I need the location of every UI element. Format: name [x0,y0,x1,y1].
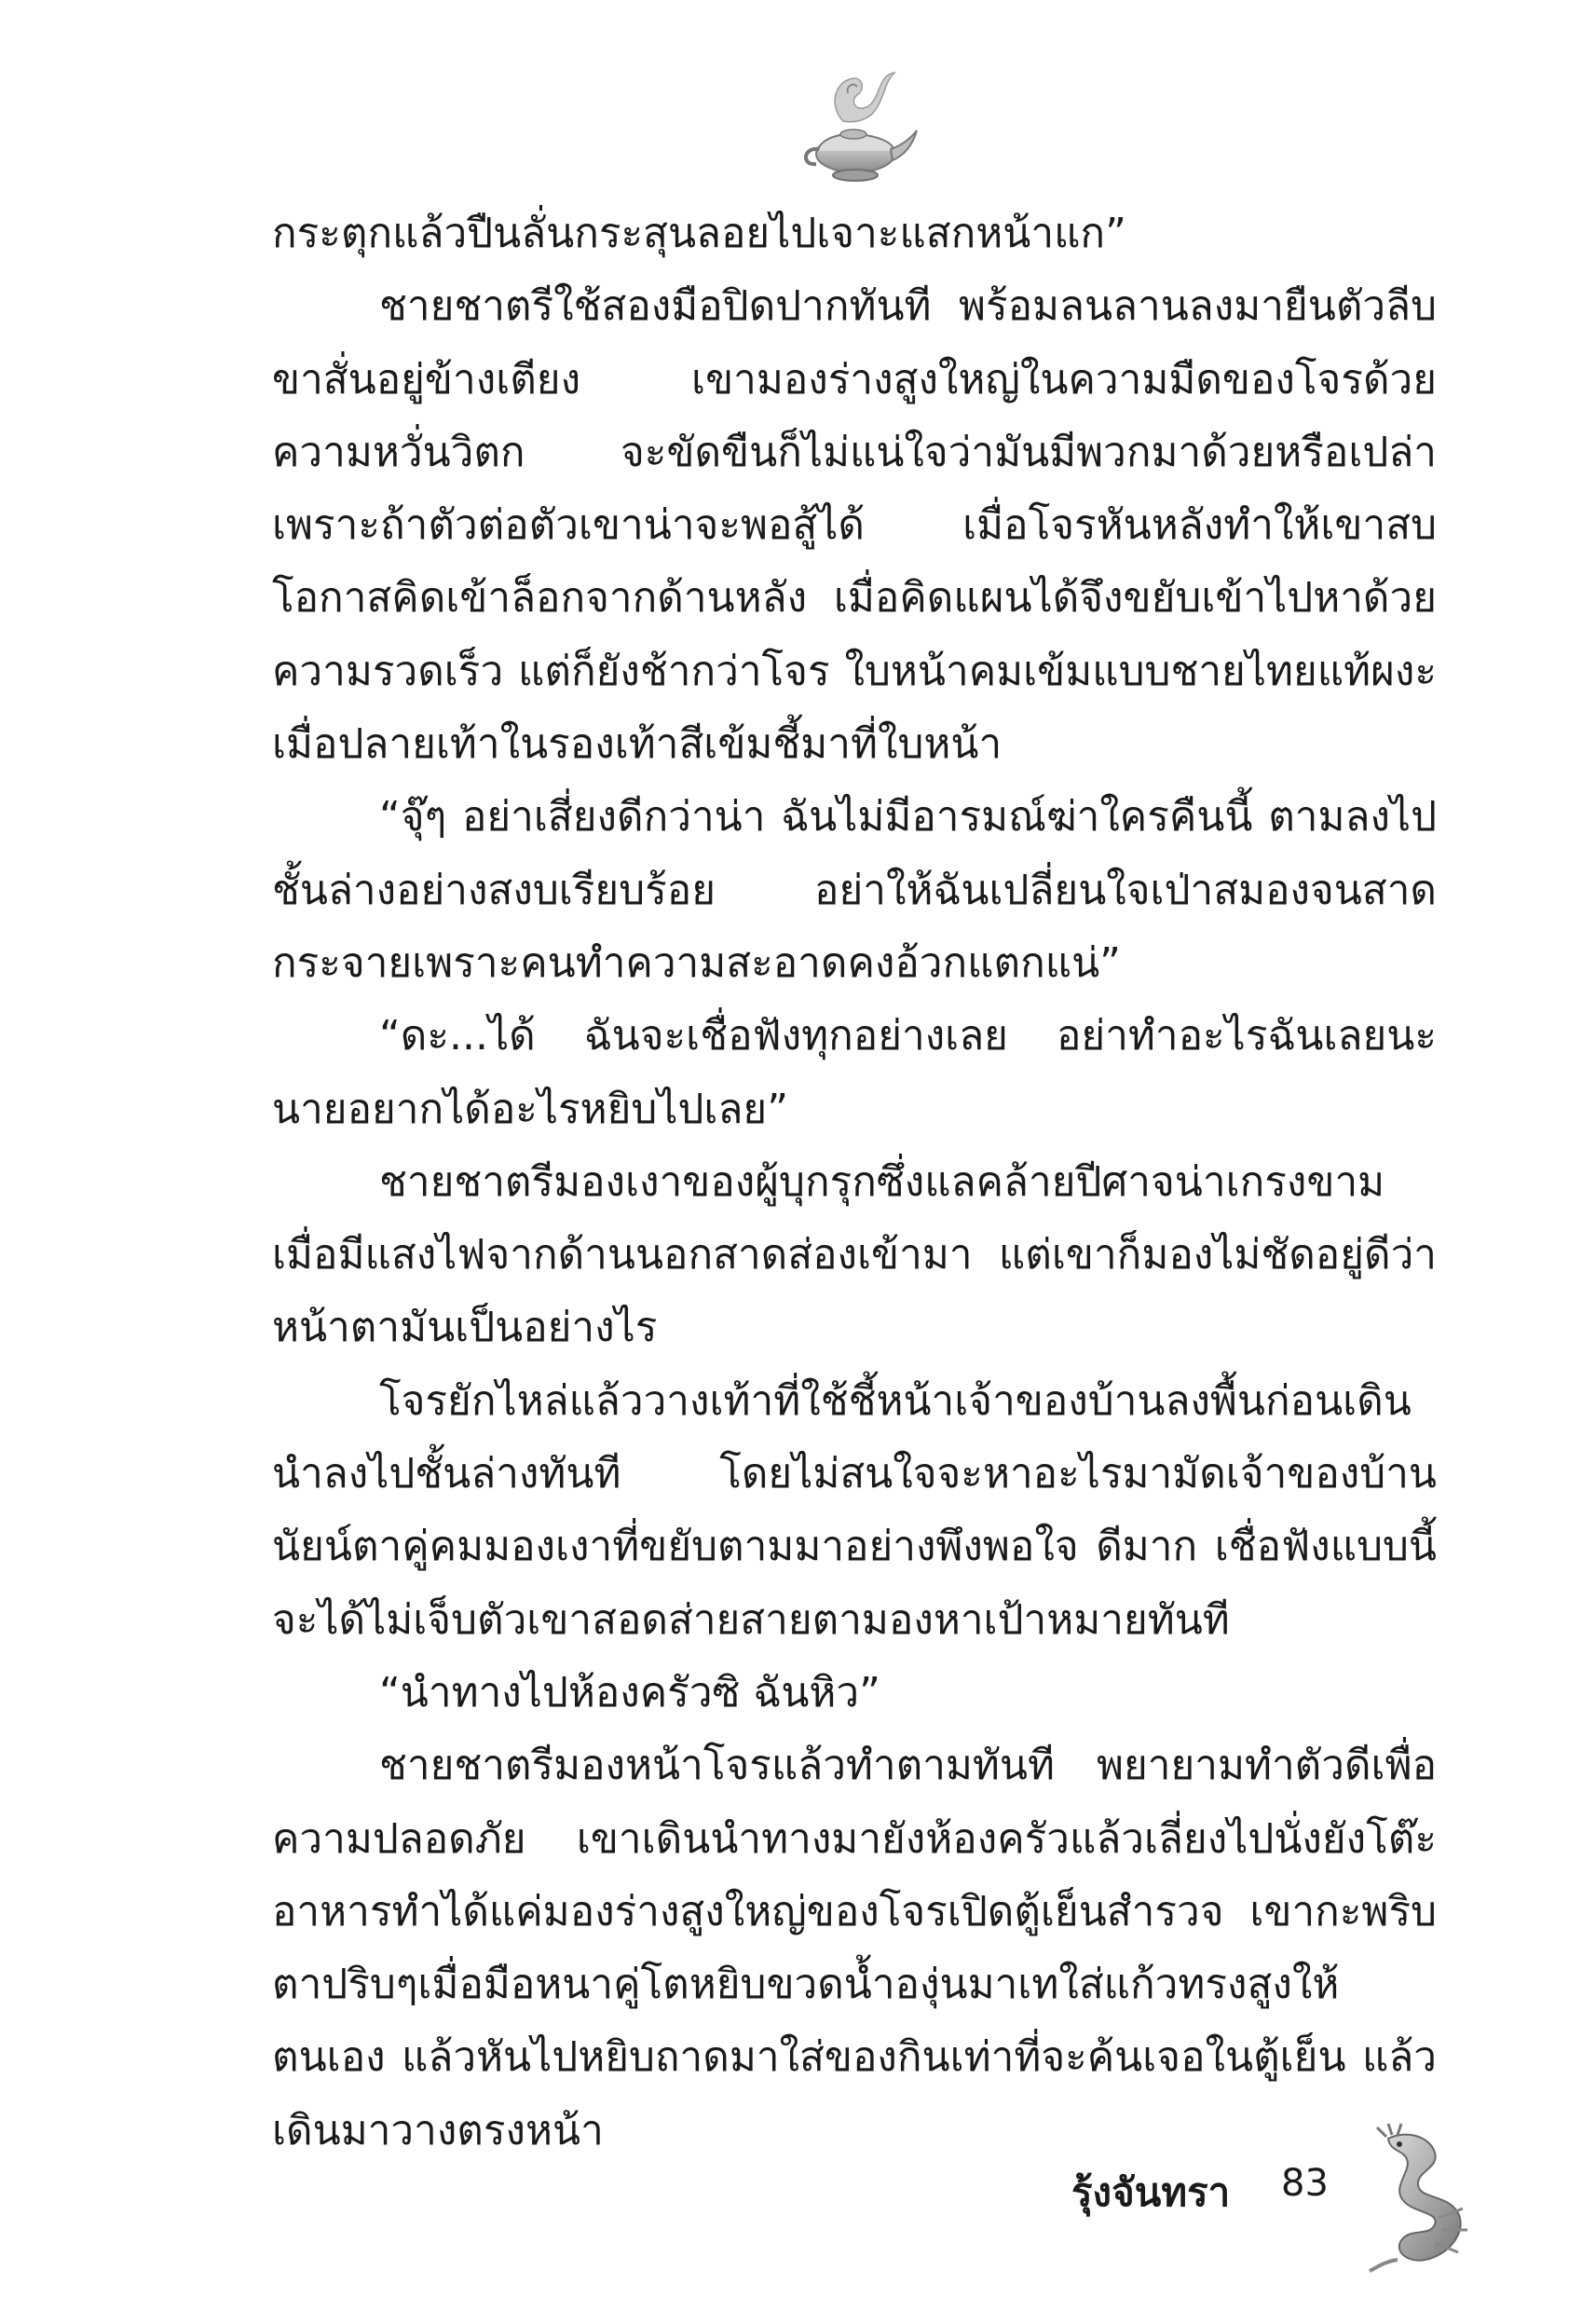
paragraph: โจรยักไหล่แล้ววางเท้าที่ใช้ชี้หน้าเจ้าของบ้านลงพื้นก่อนเดินนำลงไปชั้นล่างทันที โดยไม่สนใจจะหาอะไรมามัดเจ้าของบ้าน นัยน์ตาคู่คมมองเงาที่ขยับตามมาอย่างพึงพอใจ ดีมาก เชื่อฟังแบบนี้จะได้ไม่เจ็บตัวเขาสอดส่ายสายตามองหาเป้าหมายทันที [272,1376,1437,1644]
genie-lamp-icon [792,56,922,196]
book-title: รุ้งจันทรา [1071,2169,1231,2215]
body-text [272,198,1437,2154]
page-number: 83 [1281,2162,1329,2205]
paragraph: กระตุกแล้วปืนลั่นกระสุนลอยไปเจาะแสกหน้าแก” [272,210,1126,257]
paragraph: ชายชาตรีมองหน้าโจรแล้วทำตามทันที พยายามทำตัวดีเพื่อความปลอดภัย เขาเดินนำทางมายังห้องครัวแล้วเลี่ยงไปนั่งยังโต๊ะอาหารทำได้แค่มองร่างสูงใหญ่ของโจรเปิดตู้เย็นสำรวจ เขากะพริบตาปริบๆเมื่อมือหนาคู่โตหยิบขวดน้ำองุ่นมาเทใส่แก้วทรงสูงให้ตนเอง แล้วหันไปหยิบถาดมาใส่ของกินเท่าที่จะค้นเจอในตู้เย็น แล้วเดินมาวางตรงหน้า [272,1742,1437,2154]
page-footer [1071,2120,1481,2278]
paragraph: ชายชาตรีใช้สองมือปิดปากทันที พร้อมลนลานลงมายืนตัวลีบขาสั่นอยู่ข้างเตียง เขามองร่างสูงใหญ่ในความมืดของโจรด้วยความหวั่นวิตก จะขัดขืนก็ไม่แน่ใจว่ามันมีพวกมาด้วยหรือเปล่า เพราะถ้าตัวต่อตัวเขาน่าจะพอสู้ได้ เมื่อโจรหันหลังทำให้เขาสบโอกาสคิดเข้าล็อกจากด้านหลัง เมื่อคิดแผนได้จึงขยับเข้าไปหาด้วยความรวดเร็ว แต่ก็ยังช้ากว่าโจร ใบหน้าคมเข้มแบบชายไทยแท้ผงะเมื่อปลายเท้าในรองเท้าสีเข้มชี้มาที่ใบหน้า [272,282,1437,769]
dragon-ornament-icon [1360,2120,1481,2274]
paragraph: “ดะ...ได้ ฉันจะเชื่อฟังทุกอย่างเลย อย่าทำอะไรฉันเลยนะ นายอยากได้อะไรหยิบไปเลย” [272,1012,1437,1133]
paragraph: “จุ๊ๆ อย่าเสี่ยงดีกว่าน่า ฉันไม่มีอารมณ์ฆ่าใครคืนนี้ ตามลงไปชั้นล่างอย่างสงบเรียบร้อย อย่าให้ฉันเปลี่ยนใจเป่าสมองจนสาดกระจายเพราะคนทำความสะอาดคงอ้วกแตกแน่” [272,793,1437,987]
paragraph: ชายชาตรีมองเงาของผู้บุกรุกซึ่งแลคล้ายปีศาจน่าเกรงขามเมื่อมีแสงไฟจากด้านนอกสาดส่องเข้ามา แต่เขาก็มองไม่ชัดอยู่ดีว่าหน้าตามันเป็นอย่างไร [272,1157,1437,1352]
paragraph: “นำทางไปห้องครัวซิ ฉันหิว” [379,1668,880,1716]
